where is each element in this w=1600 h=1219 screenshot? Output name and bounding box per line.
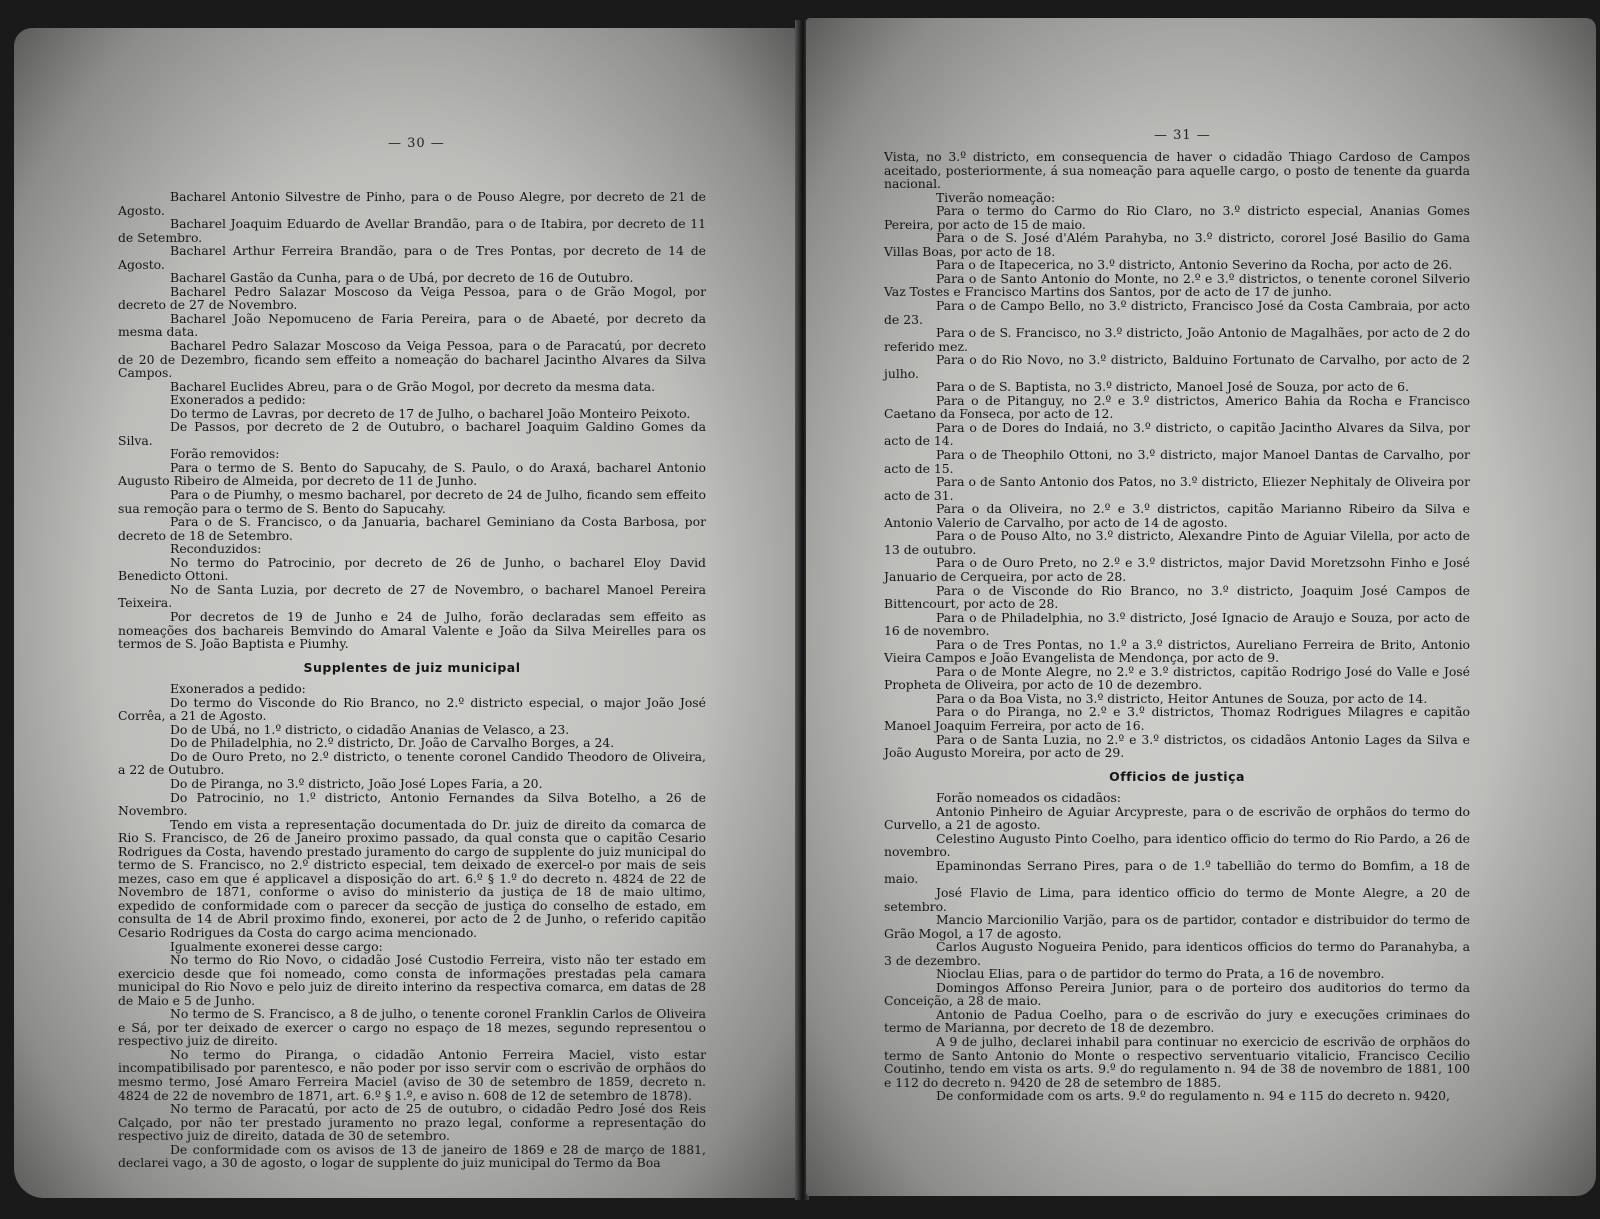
paragraph: Para o termo do Carmo do Rio Claro, no 3.º districto especial, Ananias Gomes Pereira, por acto de 15 de maio. [884, 203, 1470, 232]
paragraph: Exonerados a pedido: [170, 681, 306, 697]
paragraph: Para o do Piranga, no 2.º e 3.º districtos, Thomaz Rodrigues Milagres e capitão Manoel Joaquim Ferreira, por acto de 16. [884, 704, 1470, 733]
paragraph: Para o de Philadelphia, no 3.º districto, José Ignacio de Araujo e Souza, por acto de 16 de novembro. [884, 609, 1470, 639]
paragraph: Para o de S. José d'Além Parahyba, no 3.º districto, cororel José Basilio do Gama Villas Boas, por acto de 18. [884, 230, 1470, 259]
paragraph: No de Santa Luzia, por decreto de 27 de Novembro, o bacharel Manoel Pereira Teixeira. [118, 581, 706, 611]
paragraph: Antonio Pinheiro de Aguiar Arcypreste, para o de escrivão de orphãos do termo do Curvello, a 21 de agosto. [884, 803, 1470, 833]
paragraph: Forão nomeados os cidadãos: [936, 790, 1121, 806]
left-page-text [118, 190, 706, 1170]
paragraph: Para o de Campo Bello, no 3.º districto, Francisco José da Costa Cambraia, por acto de 23. [884, 298, 1470, 327]
page-number-left: — 30 — [388, 136, 445, 151]
paragraph: Para o de Pitanguy, no 2.º e 3.º districtos, Americo Bahia da Rocha e Francisco Caetano da Fonseca, por acto de 12. [884, 392, 1470, 422]
paragraph: Tendo em vista a representação documentada do Dr. juiz de direito da comarca de Rio S. Francisco, de 26 de Janeiro proximo passado, da qual consta que o capitão Cesario Rodrigues da Costa, havendo prestado juramento do cargo de supplente do juiz municipal do termo de S. Francisco, no 2.º districto especial, tem deixado de exercel-o por mais de seis mezes, caso em que é applicavel a disposição do art. 6.º § 1.º do decreto n. 4824 de 22 de Novembro de 1871, conforme o aviso do ministerio da justiça de 18 de maio ultimo, expedido de conformidade com o parecer da secção de justiça do conselho de estado, em consulta de 14 de Abril proximo findo, exonerei, por acto de 2 de Junho, o referido capitão Cesario Rodrigues da Costa do cargo acima mencionado. [118, 816, 706, 940]
paragraph: Para o do Rio Novo, no 3.º districto, Balduino Fortunato de Carvalho, por acto de 2 julho. [884, 352, 1470, 381]
paragraph: Do de Philadelphia, no 2.º districto, Dr. João de Carvalho Borges, a 24. [170, 735, 615, 751]
paragraph: Bacharel Joaquim Eduardo de Avellar Brandão, para o de Itabira, por decreto de 11 de Setembro. [118, 216, 706, 245]
page-number-right: — 31 — [1154, 128, 1211, 143]
paragraph: No termo de Paracatú, por acto de 25 de outubro, o cidadão Pedro José dos Reis Calçado, por não ter prestado juramento no prazo legal, conforme a representação do respectivo juiz de direito, datada de 30 de setembro. [118, 1101, 706, 1144]
paragraph: Exonerados a pedido: [170, 392, 306, 408]
paragraph: No termo do Rio Novo, o cidadão José Custodio Ferreira, visto não ter estado em exercicio desde que foi nomeado, como consta de informações prestadas pela camara municipal do Rio Novo e pelo juiz de direito interino da respectiva comarca, em datas de 28 de Maio e 5 de Junho. [118, 952, 706, 1008]
paragraph: Para o de Ouro Preto, no 2.º e 3.º districtos, major David Moretzsohn Finho e José Januario de Cerqueira, por acto de 28. [884, 555, 1470, 584]
paragraph: No termo do Patrocinio, por decreto de 26 de Junho, o bacharel Eloy David Benedicto Ottoni. [118, 554, 706, 584]
paragraph: Bacharel Pedro Salazar Moscoso da Veiga Pessoa, para o de Paracatú, por decreto de 20 de Dezembro, ficando sem effeito a nomeação do bacharel Jacintho Alvares da Silva Campos. [118, 338, 706, 381]
paragraph: Tiverão nomeação: [936, 189, 1056, 205]
paragraph: Para o da Boa Vista, no 3.º districto, Heitor Antunes de Souza, por acto de 14. [936, 690, 1428, 706]
section-heading: Supplentes de juiz municipal [303, 659, 521, 675]
paragraph: Do de Ubá, no 1.º districto, o cidadão Ananias de Velasco, a 23. [170, 721, 570, 737]
paragraph: Nioclau Elias, para o de partidor do termo do Prata, a 16 de novembro. [936, 966, 1385, 982]
paragraph: Para o de S. Francisco, no 3.º districto, João Antonio de Magalhães, por acto de 2 do referido mez. [884, 325, 1470, 354]
paragraph: De conformidade com os arts. 9.º do regulamento n. 94 e 115 do decreto n. 9420, [936, 1088, 1450, 1104]
paragraph: Para o de Piumhy, o mesmo bacharel, por decreto de 24 de Julho, ficando sem effeito sua remoção para o termo de S. Bento do Sapucahy. [118, 487, 706, 516]
paragraph: Carlos Augusto Nogueira Penido, para identicos officios do termo do Paranahyba, a 3 de dezembro. [884, 939, 1470, 968]
paragraph: Para o de Pouso Alto, no 3.º districto, Alexandre Pinto de Aguiar Vilella, por acto de 13 de outubro. [884, 528, 1470, 557]
right-page-text [884, 150, 1470, 1103]
paragraph: Para o de Tres Pontas, no 1.º a 3.º districtos, Aureliano Ferreira de Brito, Antonio Vieira Campos e João Evangelista de Mendonça, por acto de 9. [884, 636, 1470, 666]
paragraph: Para o de Santa Luzia, no 2.º e 3.º districtos, os cidadãos Antonio Lages da Silva e João Augusto Moreira, por acto de 29. [884, 731, 1470, 761]
paragraph: De conformidade com os avisos de 13 de janeiro de 1869 e 28 de março de 1881, declarei vago, a 30 de agosto, o logar de supplente do juiz municipal do Termo da Boa [118, 1141, 706, 1171]
paragraph: Para o da Oliveira, no 2.º e 3.º districtos, capitão Marianno Ribeiro da Silva e Antonio Valerio de Carvalho, por acto de 14 de agosto. [884, 501, 1470, 530]
paragraph: Reconduzidos: [170, 541, 262, 557]
paragraph: Celestino Augusto Pinto Coelho, para identico officio do termo do Rio Pardo, a 26 de novembro. [884, 830, 1470, 860]
paragraph: Vista, no 3.º districto, em consequencia de haver o cidadão Thiago Cardoso de Campos aceitado, posteriormente, á sua nomeação para aquelle cargo, o posto de tenente da guarda nacional. [884, 149, 1470, 192]
paragraph: Para o de Dores do Indaiá, no 3.º districto, o capitão Jacintho Alvares da Silva, por acto de 14. [884, 419, 1470, 449]
paragraph: Do de Piranga, no 3.º districto, João José Lopes Faria, a 20. [170, 775, 543, 791]
paragraph: Para o de S. Baptista, no 3.º districto, Manoel José de Souza, por acto de 6. [936, 379, 1409, 395]
paragraph: Forão removidos: [170, 446, 280, 462]
paragraph: Para o de Santo Antonio do Monte, no 2.º e 3.º districtos, o tenente coronel Silverio Vaz Tostes e Francisco Martins dos Santos, por de acto de 17 de junho. [884, 270, 1470, 300]
paragraph: Bacharel Arthur Ferreira Brandão, para o de Tres Pontas, por decreto de 14 de Agosto. [118, 243, 706, 272]
paragraph: Para o de Santo Antonio dos Patos, no 3.º districto, Eliezer Nephitaly de Oliveira por acto de 31. [884, 474, 1470, 503]
paragraph: Para o de S. Francisco, o da Januaria, bacharel Geminiano da Costa Barbosa, por decreto de 18 de Setembro. [118, 514, 706, 543]
paragraph: No termo de S. Francisco, a 8 de julho, o tenente coronel Franklin Carlos de Oliveira e Sá, por ter deixado de exercer o cargo no espaço de 18 mezes, segundo representou o respectivo juiz de direito. [118, 1006, 706, 1049]
paragraph: José Flavio de Lima, para identico officio do termo de Monte Alegre, a 20 de setembro. [884, 884, 1470, 914]
paragraph: Para o de Itapecerica, no 3.º districto, Antonio Severino da Rocha, por acto de 26. [936, 257, 1453, 273]
paragraph: Do Patrocinio, no 1.º districto, Antonio Fernandes da Silva Botelho, a 26 de Novembro. [118, 789, 706, 819]
paragraph: Bacharel Antonio Silvestre de Pinho, para o de Pouso Alegre, por decreto de 21 de Agosto. [118, 189, 706, 218]
paragraph: Bacharel Euclides Abreu, para o de Grão Mogol, por decreto da mesma data. [170, 378, 656, 394]
section-heading: Officios de justiça [1109, 768, 1245, 784]
paragraph: Bacharel Pedro Salazar Moscoso da Veiga Pessoa, para o de Grão Mogol, por decreto de 27 de Novembro. [118, 283, 706, 313]
paragraph: Igualmente exonerei desse cargo: [170, 938, 383, 954]
paragraph: Antonio de Padua Coelho, para o de escrivão do jury e execuções criminaes do termo de Marianna, por decreto de 18 de dezembro. [884, 1006, 1470, 1036]
paragraph: Para o termo de S. Bento do Sapucahy, de S. Paulo, o do Araxá, bacharel Antonio Augusto Ribeiro de Almeida, por decreto de 11 de Junho. [118, 459, 706, 489]
paragraph: Por decretos de 19 de Junho e 24 de Julho, forão declaradas sem effeito as nomeações dos bachareis Bemvindo do Amaral Valente e João da Silva Meirelles para os termos de S. João Baptista e Piumhy. [118, 608, 706, 652]
paragraph: No termo do Piranga, o cidadão Antonio Ferreira Maciel, visto estar incompatibilisado por parentesco, e não poder por isso servir com o escrivão de orphãos do mesmo termo, José Amaro Ferreira Maciel (aviso de 30 de setembro de 1859, decreto n. 4824 de 22 de novembro de 1871, art. 6.º § 1.º, e aviso n. 608 de 12 de setembro de 1878). [118, 1046, 706, 1103]
paragraph: Domingos Affonso Pereira Junior, para o de porteiro dos auditorios do termo da Conceição, a 28 de maio. [884, 979, 1470, 1009]
paragraph: Bacharel Gastão da Cunha, para o de Ubá, por decreto de 16 de Outubro. [170, 270, 634, 286]
paragraph: Para o de Theophilo Ottoni, no 3.º districto, major Manoel Dantas de Carvalho, por acto de 15. [884, 447, 1470, 476]
paragraph: Para o de Monte Alegre, no 2.º e 3.º districtos, capitão Rodrigo José do Valle e José Propheta de Oliveira, por acto de 10 de dezembro. [884, 663, 1470, 693]
paragraph: Epaminondas Serrano Pires, para o de 1.º tabellião do termo do Bomfim, a 18 de maio. [884, 857, 1470, 887]
paragraph: De Passos, por decreto de 2 de Outubro, o bacharel Joaquim Galdino Gomes da Silva. [118, 419, 706, 448]
paragraph: Do de Ouro Preto, no 2.º districto, o tenente coronel Candido Theodoro de Oliveira, a 22 de Outubro. [118, 748, 706, 778]
left-page [14, 28, 797, 1198]
paragraph: A 9 de julho, declarei inhabil para continuar no exercicio de escrivão de orphãos do termo de Santo Antonio do Monte o respectivo serventuario vitalicio, Francisco Cecilio Coutinho, tendo em vista os arts. 9.º do regulamento n. 94 de 38 de novembro de 1881, 100 e 112 do decreto n. 9420 de 28 de setembro de 1885. [884, 1034, 1470, 1090]
paragraph: Do termo do Visconde do Rio Branco, no 2.º districto especial, o major João José Corrêa, a 21 de Agosto. [118, 694, 706, 724]
paragraph: Mancio Marcionilio Varjão, para os de partidor, contador e distribuidor do termo de Grão Mogol, a 17 de agosto. [884, 912, 1470, 941]
paragraph: Do termo de Lavras, por decreto de 17 de Julho, o bacharel João Monteiro Peixoto. [170, 405, 691, 421]
paragraph: Bacharel João Nepomuceno de Faria Pereira, para o de Abaeté, por decreto da mesma data. [118, 310, 706, 340]
right-page [806, 18, 1596, 1196]
paragraph: Para o de Visconde do Rio Branco, no 3.º districto, Joaquim José Campos de Bittencourt, por acto de 28. [884, 582, 1470, 612]
